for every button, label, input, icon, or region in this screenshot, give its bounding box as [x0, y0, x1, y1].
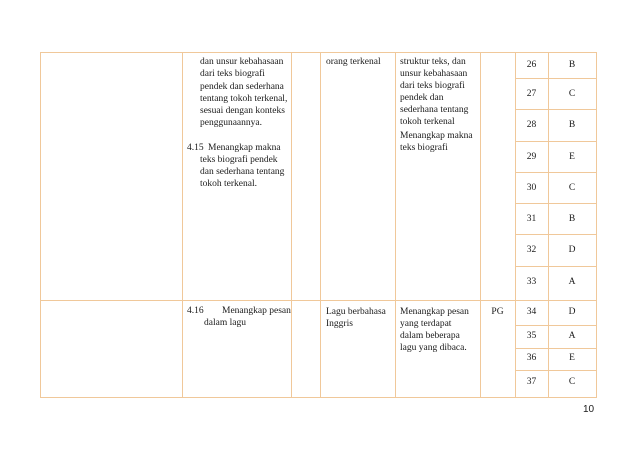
- answer-row-divider: [515, 266, 596, 267]
- question-number: 27: [526, 89, 537, 99]
- row-divider: [40, 300, 596, 301]
- table-border-bottom: [40, 397, 596, 398]
- indikator-text-line: yang terdapat: [400, 319, 452, 329]
- indikator-text-line: dalam beberapa: [400, 331, 460, 341]
- question-number: 34: [526, 307, 537, 317]
- materi-text-line: Lagu berbahasa: [326, 307, 386, 317]
- kd-number: 4.15: [187, 143, 204, 153]
- answer-key: D: [568, 307, 576, 317]
- materi-text-line: Inggris: [326, 319, 353, 329]
- indikator-text-line: lagu yang dibaca.: [400, 343, 467, 353]
- answer-key: B: [568, 60, 576, 70]
- question-number: 30: [526, 183, 537, 193]
- column-divider: [320, 52, 321, 398]
- answer-key: B: [568, 120, 576, 130]
- column-divider: [40, 52, 41, 398]
- question-number: 31: [526, 214, 537, 224]
- answer-key: C: [568, 183, 576, 193]
- kd-text-line: penggunaannya.: [200, 118, 262, 128]
- column-divider: [395, 52, 396, 398]
- answer-row-divider: [515, 325, 596, 326]
- answer-key: C: [568, 89, 576, 99]
- indikator-text-line: dari teks biografi: [400, 81, 465, 91]
- kd-text-line: tentang tokoh terkenal,: [200, 94, 288, 104]
- question-number: 36: [526, 353, 537, 363]
- indikator-text-line: Menangkap pesan: [400, 307, 469, 317]
- answer-row-divider: [515, 78, 596, 79]
- kd-text-line: dan unsur kebahasaan: [200, 57, 284, 67]
- answer-key: C: [568, 377, 576, 387]
- answer-key: E: [569, 353, 575, 363]
- question-number: 32: [526, 245, 537, 255]
- answer-key: B: [568, 214, 576, 224]
- answer-row-divider: [515, 348, 596, 349]
- answer-row-divider: [515, 370, 596, 371]
- answer-row-divider: [515, 141, 596, 142]
- indikator-text-line: tokoh terkenal: [400, 117, 455, 127]
- answer-row-divider: [515, 234, 596, 235]
- indikator-text-line: pendek dan: [400, 93, 444, 103]
- column-divider: [182, 52, 183, 398]
- question-number: 28: [526, 120, 537, 130]
- kd-text-line: sesuai dengan konteks: [200, 106, 285, 116]
- page-number: 10: [583, 404, 595, 415]
- question-number: 35: [526, 331, 537, 341]
- answer-key: D: [568, 245, 576, 255]
- column-divider: [291, 52, 292, 398]
- question-number: 33: [526, 277, 537, 287]
- kd-text-line: dari teks biografi: [200, 69, 265, 79]
- column-divider: [515, 52, 516, 398]
- materi-text: orang terkenal: [326, 57, 381, 67]
- column-divider: [480, 52, 481, 398]
- answer-key: A: [568, 331, 576, 341]
- indikator-text-line: teks biografi: [400, 143, 448, 153]
- indikator-text-line: struktur teks, dan: [400, 57, 466, 67]
- kd-text-line: Menangkap makna: [208, 143, 281, 153]
- kd-text-line: dan sederhana tentang: [200, 167, 285, 177]
- kd-number: 4.16: [187, 306, 204, 316]
- indikator-text-line: sederhana tentang: [400, 105, 469, 115]
- question-number: 26: [526, 60, 537, 70]
- bentuk-soal: PG: [491, 307, 504, 317]
- column-divider: [548, 52, 549, 398]
- column-divider: [596, 52, 597, 398]
- answer-row-divider: [515, 109, 596, 110]
- indikator-text-line: Menangkap makna: [400, 131, 473, 141]
- answer-row-divider: [515, 172, 596, 173]
- table-border-top: [40, 52, 596, 53]
- answer-key: A: [568, 277, 576, 287]
- answer-row-divider: [515, 203, 596, 204]
- answer-key: E: [569, 152, 575, 162]
- question-number: 37: [526, 377, 537, 387]
- kd-text-line: pendek dan sederhana: [200, 82, 284, 92]
- question-number: 29: [526, 152, 537, 162]
- indikator-text-line: unsur kebahasaan: [400, 69, 468, 79]
- kd-text-line: teks biografi pendek: [200, 155, 278, 165]
- kd-text-line: Menangkap pesan: [222, 306, 291, 316]
- kd-text-line: dalam lagu: [204, 318, 246, 328]
- kd-text-line: tokoh terkenal.: [200, 179, 257, 189]
